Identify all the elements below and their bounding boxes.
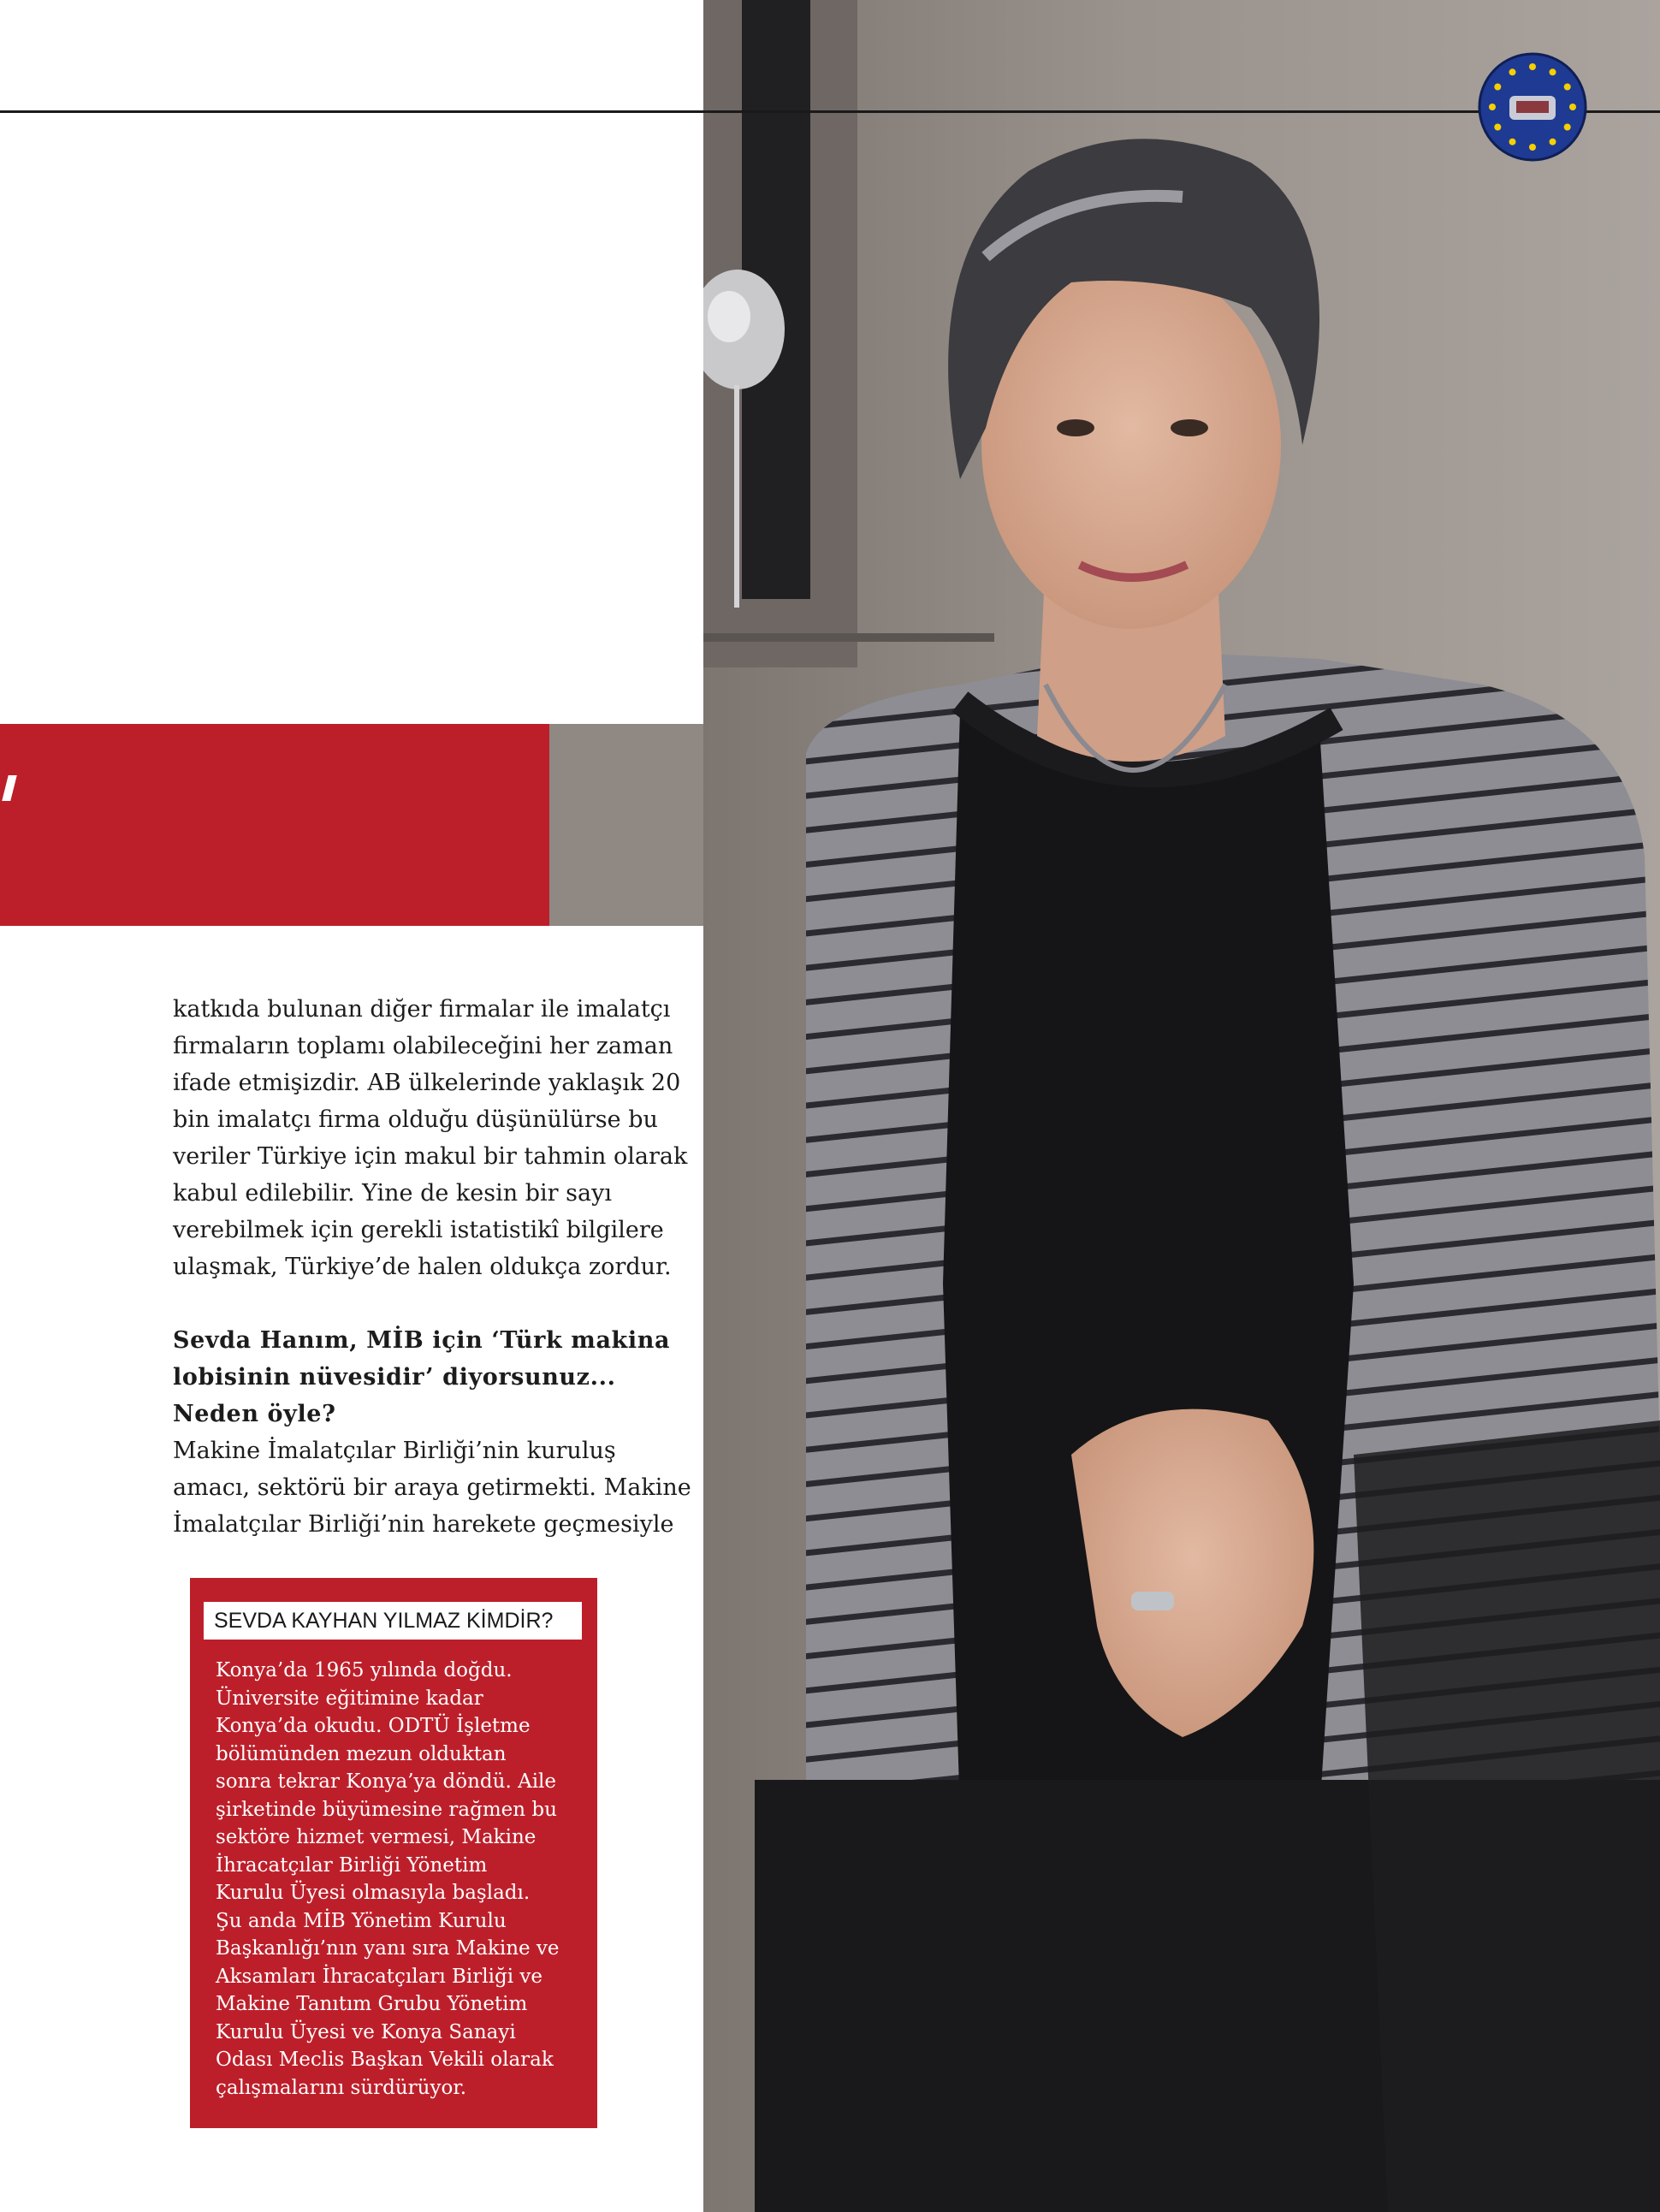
article-body xyxy=(173,991,695,1543)
profile-line: Başkanlığı’nın yanı sıra Makine ve xyxy=(216,1937,560,1960)
profile-line: Konya’da 1965 yılında doğdu. xyxy=(216,1659,513,1681)
top-divider-line xyxy=(0,110,1660,113)
band-photo-strip xyxy=(549,724,703,926)
profile-box xyxy=(190,1578,597,2128)
text-line: bin imalatçı firma olduğu düşünülürse bu xyxy=(173,1106,658,1133)
white-header-area xyxy=(0,0,703,724)
profile-box-body xyxy=(216,1657,584,2102)
profile-box-title: SEVDA KAYHAN YILMAZ KİMDİR? xyxy=(204,1602,582,1640)
text-line: verebilmek için gerekli istatistikî bilgilere xyxy=(173,1217,664,1243)
profile-line: İhracatçılar Birliği Yönetim xyxy=(216,1853,488,1877)
mib-eu-stars-logo-icon xyxy=(1477,51,1588,163)
profile-line: şirketinde büyümesine rağmen bu xyxy=(216,1798,557,1821)
interview-question xyxy=(173,1322,695,1432)
profile-line: sonra tekrar Konya’ya döndü. Aile xyxy=(216,1770,557,1793)
profile-line: Odası Meclis Başkan Vekili olarak xyxy=(216,2049,554,2071)
profile-line: sektöre hizmet vermesi, Makine xyxy=(216,1826,537,1848)
portrait-illustration xyxy=(703,0,1660,2212)
profile-line: bölümünden mezun olduktan xyxy=(216,1742,507,1765)
band-slash-mark xyxy=(2,775,16,801)
text-line: veriler Türkiye için makul bir tahmin olarak xyxy=(173,1143,688,1170)
red-accent-band xyxy=(0,724,549,926)
profile-line: Konya’da okudu. ODTÜ İşletme xyxy=(216,1715,531,1737)
profile-line: Kurulu Üyesi olmasıyla başladı. xyxy=(216,1882,531,1904)
question-line: Sevda Hanım, MİB için ‘Türk makina xyxy=(173,1327,671,1354)
text-line: kabul edilebilir. Yine de kesin bir sayı xyxy=(173,1180,612,1207)
text-line: İmalatçılar Birliği’nin harekete geçmesiyle xyxy=(173,1511,674,1538)
profile-line: çalışmalarını sürdürüyor. xyxy=(216,2076,467,2099)
text-line: amacı, sektörü bir araya getirmekti. Makine xyxy=(173,1474,691,1501)
text-line: katkıda bulunan diğer firmalar ile imalatçı xyxy=(173,996,671,1023)
profile-line: Üniversite eğitimine kadar xyxy=(216,1687,483,1710)
text-line: ifade etmişizdir. AB ülkelerinde yaklaşık 20 xyxy=(173,1070,681,1096)
article-paragraph-1 xyxy=(173,991,695,1285)
profile-line: Şu anda MİB Yönetim Kurulu xyxy=(216,1909,507,1932)
article-paragraph-2 xyxy=(173,1432,695,1543)
profile-line: Makine Tanıtım Grubu Yönetim xyxy=(216,1993,528,2015)
question-line: Neden öyle? xyxy=(173,1401,336,1427)
text-line: ulaşmak, Türkiye’de halen oldukça zordur. xyxy=(173,1254,672,1280)
question-line: lobisinin nüvesidir’ diyorsunuz... xyxy=(173,1364,616,1391)
profile-line: Kurulu Üyesi ve Konya Sanayi xyxy=(216,2020,516,2043)
text-line: firmaların toplamı olabileceğini her zaman xyxy=(173,1033,673,1059)
profile-line: Aksamları İhracatçıları Birliği ve xyxy=(216,1965,542,1988)
text-line: Makine İmalatçılar Birliği’nin kuruluş xyxy=(173,1438,616,1464)
portrait-photo xyxy=(703,0,1660,2212)
